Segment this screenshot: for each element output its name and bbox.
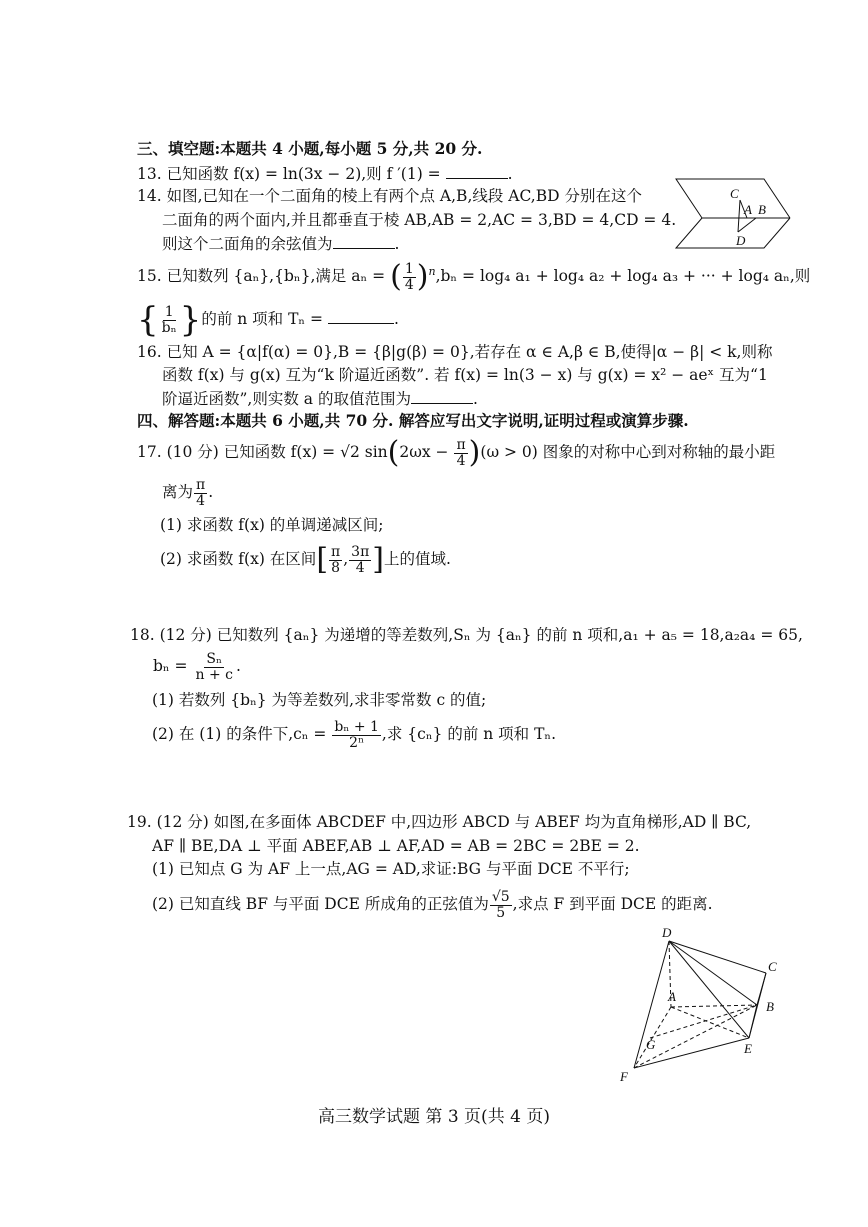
page-footer: 高三数学试题 第 3 页(共 4 页) xyxy=(318,1107,550,1127)
frac-den: 2ⁿ xyxy=(349,734,365,751)
right-bracket: ] xyxy=(372,542,384,578)
question-18-part-1: (1) 若数列 {bₙ} 为等差数列,求非零常数 c 的值; xyxy=(152,691,487,709)
q17-part2-post: 上的值域. xyxy=(384,550,451,569)
left-brace: { xyxy=(137,300,159,340)
q17-line2-fraction xyxy=(194,478,207,508)
answer-blank xyxy=(446,164,508,179)
question-19-line-1: 19. (12 分) 如图,在多面体 ABCDEF 中,四边形 ABCD 与 ABEF 均为直角梯形,AD ∥ BC, xyxy=(127,813,752,831)
label-c: C xyxy=(768,959,777,974)
q18-bn-post: . xyxy=(235,657,241,676)
section-4-heading: 四、解答题:本题共 6 小题,共 70 分. 解答应写出文字说明,证明过程或演算步骤. xyxy=(137,411,689,430)
frac-den: 5 xyxy=(496,904,506,921)
frac-den: 4 xyxy=(404,276,414,293)
frac-num: π xyxy=(456,437,466,453)
q18-bn-fraction xyxy=(193,652,235,682)
q15-exponent: n xyxy=(428,265,436,279)
q15-post: ,bₙ = log₄ a₁ + log₄ a₂ + log₄ a₃ + ··· + log₄ aₙ,则 xyxy=(435,267,811,286)
question-18-part-2 xyxy=(152,720,556,750)
edge-gb xyxy=(650,1005,757,1038)
label-d: D xyxy=(662,925,672,940)
label-f: F xyxy=(620,1069,628,1084)
question-17-part-2: (2) 求函数 f(x) 在区间[ $\frac{\pi}{8}$ , $\frac{3\pi}{4}$ ]上的值域. xyxy=(160,542,451,578)
edge-dc xyxy=(669,941,766,973)
label-b: B xyxy=(766,999,774,1014)
left-bracket: [ xyxy=(316,542,329,578)
q17-post: (ω > 0) 图象的对称中心到对称轴的最小距 xyxy=(480,443,776,462)
answer-blank xyxy=(328,309,394,324)
frac-den: 4 xyxy=(196,492,206,509)
question-14-line-1: 14. 如图,已知在一个二面角的棱上有两个点 A,B,线段 AC,BD 分别在这个 xyxy=(137,187,642,205)
label-g: G xyxy=(646,1037,656,1052)
left-paren: ( xyxy=(387,435,400,471)
q15-pre: 15. 已知数列 {aₙ},{bₙ},满足 aₙ = xyxy=(137,267,391,286)
q17-line2-pre: 离为 xyxy=(162,483,194,502)
question-19-part-1: (1) 已知点 G 为 AF 上一点,AG = AD,求证:BG 与平面 DCE 不平行; xyxy=(152,860,630,878)
label-a: A xyxy=(744,202,752,217)
label-e: E xyxy=(744,1041,752,1056)
q17-inner-pre: 2ωx − xyxy=(399,443,454,462)
frac-num: bₙ + 1 xyxy=(334,719,379,735)
question-16-line-1: 16. 已知 A = {α|f(α) = 0},B = {β|g(β) = 0},若存在 α ∈ A,β ∈ B,使得|α − β| < k,则称 xyxy=(137,343,773,361)
frac-num: 3π xyxy=(351,544,370,560)
q18-bn-pre: bₙ = xyxy=(153,657,193,676)
edge-de xyxy=(669,941,749,1038)
right-brace: } xyxy=(179,300,202,340)
frac-den: n + c xyxy=(195,666,233,683)
label-d: D xyxy=(736,233,746,248)
question-16-line-2: 函数 f(x) 与 g(x) 互为“k 阶逼近函数”. 若 f(x) = ln(3 − x) 与 g(x) = x² − aeˣ 互为“1 xyxy=(162,366,768,384)
right-paren: ) xyxy=(468,435,481,471)
q18-part2-post: ,求 {cₙ} 的前 n 项和 Tₙ. xyxy=(381,725,557,744)
dihedral-angle-figure xyxy=(672,176,794,254)
q17-pi-fraction xyxy=(454,438,467,468)
label-b: B xyxy=(758,202,766,217)
q17-pre: 17. (10 分) 已知函数 f(x) = √2 sin xyxy=(137,443,388,462)
question-14-line-2: 二面角的两个面内,并且都垂直于棱 AB,AB = 2,AC = 3,BD = 4,CD = 4. xyxy=(162,211,677,229)
frac-num: π xyxy=(196,477,206,493)
frac-den: 4 xyxy=(355,559,365,576)
frac-num: 1 xyxy=(164,303,174,320)
frac-den: 8 xyxy=(331,559,341,576)
question-14-line-3-text: 则这个二面角的余弦值为 xyxy=(162,235,333,253)
question-13: 13. 已知函数 f(x) = ln(3x − 2),则 f ′(1) = . xyxy=(137,165,513,183)
question-13-text: 13. 已知函数 f(x) = ln(3x − 2),则 f ′(1) = xyxy=(137,165,446,183)
question-17-line-2 xyxy=(162,478,213,508)
q18-part2-pre: (2) 在 (1) 的条件下,cₙ = xyxy=(152,725,332,744)
question-15-line-1 xyxy=(137,259,811,295)
frac-den: bₙ xyxy=(161,319,177,336)
question-17-line-1 xyxy=(137,435,776,471)
edge-db xyxy=(669,941,757,1005)
q19-part2-post: ,求点 F 到平面 DCE 的距离. xyxy=(512,895,713,914)
q17-interval-lower xyxy=(329,545,342,575)
question-17-part-1: (1) 求函数 f(x) 的单调递减区间; xyxy=(160,516,384,534)
q16-line3-text: 阶逼近函数”,则实数 a 的取值范围为 xyxy=(162,390,411,408)
q18-cn-fraction xyxy=(332,720,381,750)
q17-interval-upper xyxy=(349,545,371,575)
q17-line2-post: . xyxy=(208,483,214,502)
answer-blank xyxy=(411,389,473,404)
question-15-line-2: { $\frac{1}{\text{bₙ}}$ }的前 n 项和 Tₙ = . xyxy=(137,300,399,340)
question-19-part-2 xyxy=(152,890,713,920)
q19-part2-pre: (2) 已知直线 BF 与平面 DCE 所成角的正弦值为 xyxy=(152,895,489,914)
label-c: C xyxy=(730,186,739,201)
left-paren: ( xyxy=(390,259,402,295)
frac-den: 4 xyxy=(456,452,466,469)
question-19-line-2: AF ∥ BE,DA ⊥ 平面 ABEF,AB ⊥ AF,AD = AB = 2BC = 2BE = 2. xyxy=(152,837,640,855)
segment-bd xyxy=(738,218,756,232)
question-18-bn-definition xyxy=(153,652,241,682)
q17-part2-pre: (2) 求函数 f(x) 在区间 xyxy=(160,550,317,569)
right-paren: ) xyxy=(416,259,429,295)
edge-ae xyxy=(671,1007,749,1038)
lower-half-plane xyxy=(676,218,790,248)
q15-fraction xyxy=(403,262,416,292)
segment-cd xyxy=(738,200,740,232)
question-18-line-1: 18. (12 分) 已知数列 {aₙ} 为递增的等差数列,Sₙ 为 {aₙ} 的前 n 项和,a₁ + a₅ = 18,a₂a₄ = 65, xyxy=(130,626,803,644)
answer-blank xyxy=(333,234,395,249)
label-a: A xyxy=(668,989,676,1004)
edge-ab xyxy=(671,1005,757,1007)
q15-line2-post: 的前 n 项和 Tₙ = xyxy=(201,310,328,328)
frac-num: π xyxy=(331,544,341,560)
frac-num: √5 xyxy=(491,889,510,905)
frac-num: Sₙ xyxy=(206,651,223,667)
frac-num: 1 xyxy=(404,261,414,277)
q19-sine-fraction xyxy=(490,890,512,920)
question-16-line-3: 阶逼近函数”,则实数 a 的取值范围为 . xyxy=(162,390,478,408)
polyhedron-figure xyxy=(614,925,794,1087)
question-14-line-3: 则这个二面角的余弦值为 . xyxy=(162,235,400,253)
section-3-heading: 三、填空题:本题共 4 小题,每小题 5 分,共 20 分. xyxy=(137,139,483,158)
q15-line2-fraction xyxy=(160,305,179,335)
